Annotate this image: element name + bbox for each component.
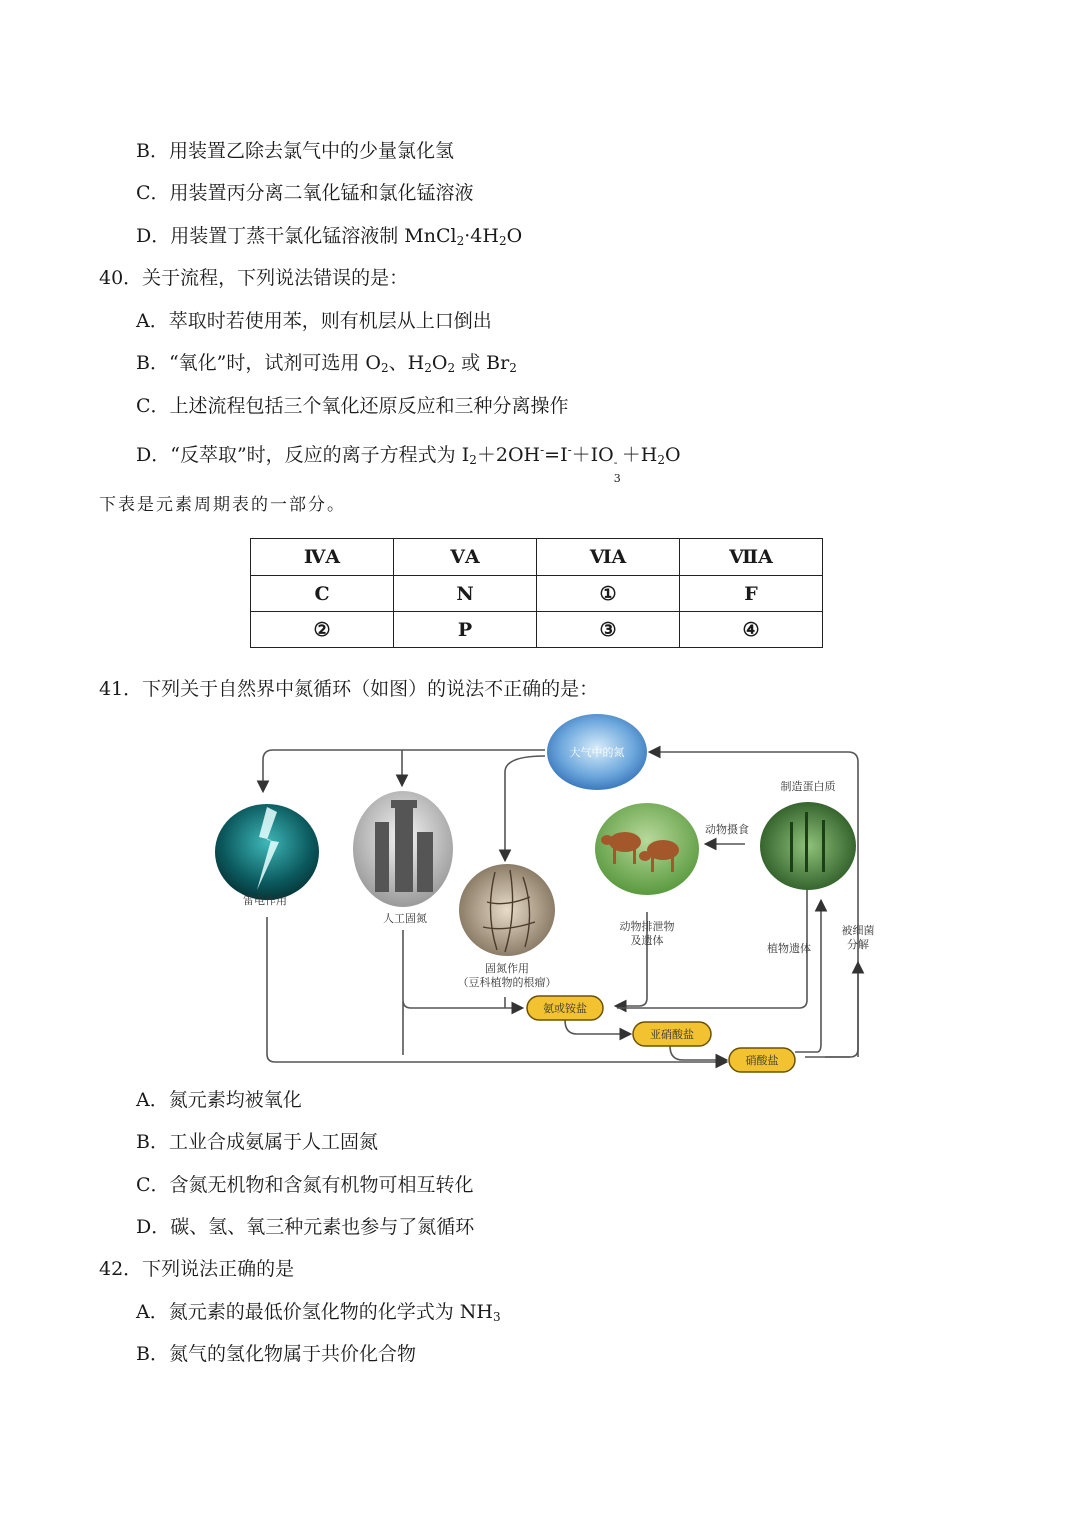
q40-option-b: B．“氧化”时，试剂可选用 $O_2$、$H_2O_2$ 或 $Br_2$ (136, 352, 517, 375)
table-header: ⅣA (251, 539, 394, 576)
q41-option-b: B．工业合成氨属于人工固氮 (136, 1131, 378, 1153)
q41-option-a: A．氮元素均被氧化 (136, 1089, 302, 1111)
q41-option-c: C．含氮无机物和含氮有机物可相互转化 (136, 1174, 474, 1196)
q39-option-c: C．用装置丙分离二氧化锰和氯化锰溶液 (136, 182, 474, 204)
lightning-label: 雷电作用 (243, 894, 287, 907)
q40-stem: 40．关于流程，下列说法错误的是： (99, 267, 409, 289)
q39-option-b: B．用装置乙除去氯气中的少量氯化氢 (136, 140, 454, 162)
ammonium-label: 氨或铵盐 (543, 1002, 587, 1015)
animal-waste-sublabel: 及遗体 (630, 934, 664, 947)
nitrate-label: 硝酸盐 (745, 1054, 779, 1067)
table-cell: C (251, 576, 394, 612)
table-cell: ③ (537, 612, 680, 648)
q40-option-c: C．上述流程包括三个氧化还原反应和三种分离操作 (136, 395, 569, 417)
table-header: ⅤA (394, 539, 537, 576)
protein-label: 制造蛋白质 (780, 780, 836, 793)
nitrite-label: 亚硝酸盐 (650, 1028, 694, 1041)
artificial-fixation-label: 人工固氮 (383, 912, 427, 925)
table-cell: N (394, 576, 537, 612)
bacteria-sublabel: 分解 (847, 938, 869, 951)
bacteria-label: 被细菌 (841, 924, 875, 937)
table-header: ⅦA (680, 539, 823, 576)
q39-option-d: D．用装置丁蒸干氯化锰溶液制 $MnCl_2\cdot 4H_2O$ (136, 225, 523, 248)
fixation-sublabel: （豆科植物的根瘤） (457, 976, 557, 989)
q41-option-d: D．碳、氢、氧三种元素也参与了氮循环 (136, 1216, 475, 1238)
periodic-table (250, 538, 823, 648)
table-cell: F (680, 576, 823, 612)
table-cell: P (394, 612, 537, 648)
animal-eat-label: 动物摄食 (705, 823, 749, 836)
animals-image (595, 803, 699, 895)
table-cell: ① (537, 576, 680, 612)
animal-waste-label: 动物排泄物 (619, 920, 675, 933)
q40-option-d: D．“反萃取”时，反应的离子方程式为 $I_2+2OH^-=I^-+IO$ - 3 $+H_2O$ (136, 443, 681, 485)
nitrogen-cycle-diagram (205, 712, 875, 1082)
plant-remains-label: 植物遗体 (767, 942, 811, 955)
table-intro: 下表是元素周期表的一部分。 (99, 495, 346, 515)
table-cell: ④ (680, 612, 823, 648)
fixation-label: 固氮作用 (485, 962, 529, 975)
atmosphere-label: 大气中的氮 (569, 746, 625, 759)
q41-stem: 41．下列关于自然界中氮循环（如图）的说法不正确的是： (99, 678, 599, 700)
q40-option-a: A．萃取时若使用苯，则有机层从上口倒出 (136, 310, 492, 332)
q42-stem: 42．下列说法正确的是 (99, 1258, 295, 1280)
q42-option-b: B．氮气的氢化物属于共价化合物 (136, 1343, 416, 1365)
table-cell: ② (251, 612, 394, 648)
table-header: ⅥA (537, 539, 680, 576)
q42-option-a: A．氮元素的最低价氢化物的化学式为 $NH_3$ (136, 1301, 501, 1324)
